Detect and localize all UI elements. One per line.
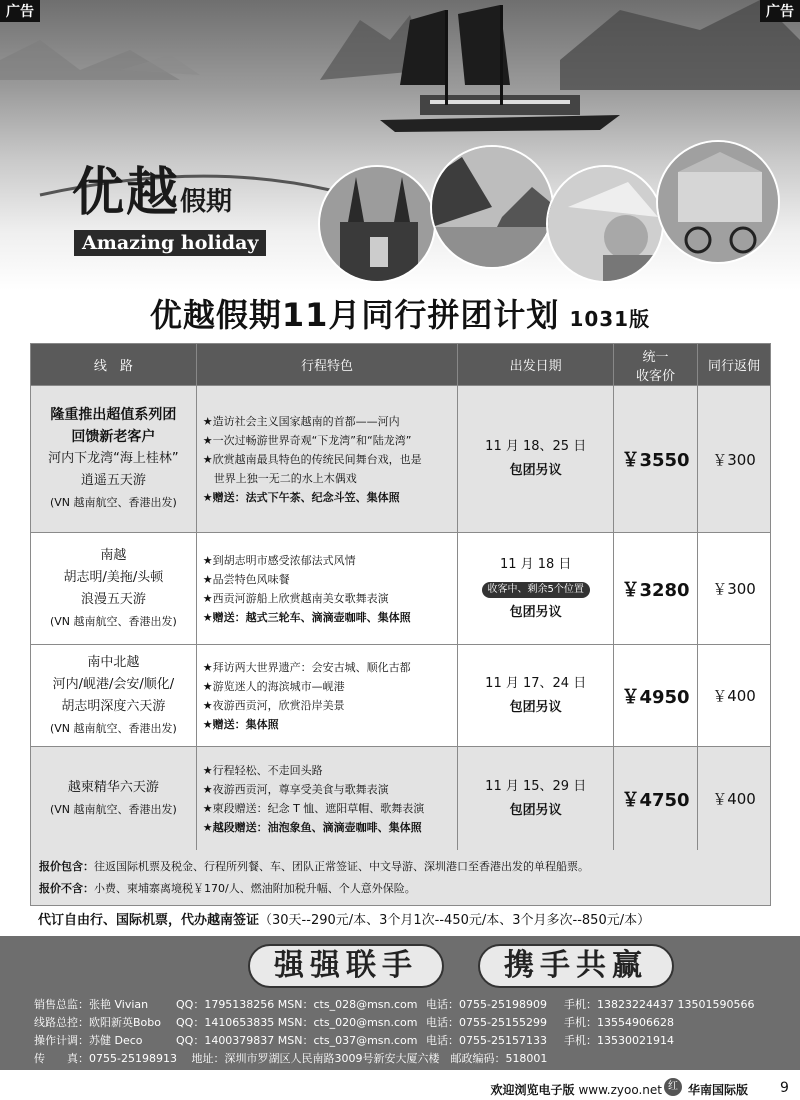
visa-prices: （30天--290元/本、3个月1次--450元/本、3个月多次--850元/本）: [259, 913, 651, 928]
table-row: [31, 645, 771, 747]
slogan-left: 强强联手: [248, 944, 444, 988]
cathedral-photo: [318, 165, 436, 283]
header-price-line1: 统一: [642, 349, 669, 365]
contact-name: 线路总控：欧阳新英Bobo: [34, 1016, 161, 1029]
route-line: 南中北越: [87, 654, 140, 670]
logo-small-text: 假期: [180, 187, 233, 217]
table-row: [31, 533, 771, 645]
departure-dates: 11 月 18、25 日: [485, 439, 587, 454]
route-line: 胡志明/美拖/头顿: [63, 569, 164, 585]
route-airline: (VN 越南航空、香港出发): [49, 496, 177, 509]
ad-label-right: 广告: [760, 0, 800, 22]
departure-dates: 11 月 17、24 日: [485, 675, 587, 691]
group-note: 包团另议: [509, 463, 562, 478]
contact-name: 操作计调：苏健 Deco: [34, 1034, 143, 1047]
feature-item: ★行程轻松、不走回头路: [202, 763, 323, 777]
woman-nonla-photo: [546, 165, 664, 283]
date-cell: [458, 645, 614, 747]
contact-im: QQ：1795138256 MSN：cts_028@msn.com: [176, 998, 418, 1011]
rebate-cell: ￥400: [698, 645, 771, 747]
route-airline: (VN 越南航空、香港出发): [49, 614, 177, 628]
visa-service-line: [38, 909, 650, 928]
feature-item: ★拜访两大世界遗产：会安古城、顺化古都: [202, 660, 411, 674]
route-line: 回馈新老客户: [71, 429, 156, 445]
group-note: 包团另议: [509, 699, 562, 715]
contact-name: 销售总监：张艳 Vivian: [34, 998, 149, 1011]
site-url[interactable]: www.zyoo.net: [578, 1083, 662, 1097]
feature-item: ★夜游西贡河，尊享受美食与歌舞表演: [202, 782, 389, 796]
feature-item: ★一次过畅游世界奇观“下龙湾”和“陆龙湾”: [202, 433, 412, 447]
header-route: 线 路: [31, 344, 197, 386]
feature-item: ★品尝特色风味餐: [202, 572, 290, 586]
date-cell: [458, 386, 614, 533]
feature-gift: ★越段赠送：油泡象鱼、滴滴壶咖啡、集体照: [202, 820, 422, 834]
slogan-banner: [0, 938, 800, 994]
feature-gift: ★赠送：越式三轮车、滴滴壶咖啡、集体照: [202, 610, 411, 624]
date-cell: [458, 747, 614, 851]
route-cell: [31, 533, 197, 645]
route-airline: (VN 越南航空、香港出发): [49, 721, 177, 735]
rebate-cell: ￥400: [698, 747, 771, 851]
header-features: 行程特色: [196, 344, 458, 386]
page-number: 9: [780, 1080, 789, 1096]
table-row: [31, 386, 771, 533]
cyclo-street-photo: [656, 140, 780, 264]
availability-badge: 收客中、剩余5个位置: [482, 582, 590, 598]
price-excludes: [39, 878, 762, 900]
departure-dates: 11 月 18 日: [499, 556, 572, 572]
title-main: 优越假期11月同行拼团计划: [149, 296, 560, 334]
contact-mobile: 手机：13823224437 13501590566: [564, 998, 755, 1011]
brand-logo-english: Amazing holiday: [74, 230, 266, 256]
date-cell: [458, 533, 614, 645]
feature-item: ★柬段赠送：纪念 T 恤、遮阳草帽、歌舞表演: [202, 801, 425, 815]
contact-list: [34, 996, 764, 1068]
edition-name: 华南国际版: [688, 1083, 749, 1097]
halong-bay-photo: [430, 145, 554, 269]
contact-im: QQ：1400379837 MSN：cts_037@msn.com: [176, 1034, 418, 1047]
contact-row: [34, 1014, 764, 1032]
table-header-row: [31, 344, 771, 386]
price-includes: [39, 856, 762, 878]
excludes-label: 报价不含：: [39, 882, 94, 895]
route-cell: [31, 386, 197, 533]
feature-item: ★游览迷人的海滨城市—岘港: [202, 679, 345, 693]
route-line: 南越: [100, 547, 127, 563]
welcome-text: 欢迎浏览电子版: [490, 1083, 575, 1097]
logo-big-text: 优越: [72, 162, 181, 223]
title-version: 1031版: [569, 307, 651, 331]
route-cell: [31, 645, 197, 747]
contact-phone: 电话：0755-25198909: [426, 998, 547, 1011]
slogan-right: 携手共赢: [478, 944, 674, 988]
contact-mobile: 手机：13530021914: [564, 1034, 674, 1047]
brand-logo-chinese: [72, 150, 232, 225]
tour-table: [30, 343, 771, 851]
route-line: 河内下龙湾“海上桂林”: [48, 451, 179, 466]
page-title: [0, 290, 800, 336]
footer-welcome: [490, 1081, 662, 1098]
price-terms: [30, 850, 771, 906]
feature-item: ★欣赏越南最具特色的传统民间舞台戏，也是: [202, 452, 422, 466]
features-cell: [196, 533, 458, 645]
feature-item: ★夜游西贡河，欣赏沿岸美景: [202, 698, 345, 712]
feature-item: ★西贡河游船上欣赏越南美女歌舞表演: [202, 591, 389, 605]
hero-banner: [0, 0, 800, 290]
price-cell: ￥4750: [614, 747, 698, 851]
page-footer: [0, 1074, 800, 1100]
features-cell: [196, 386, 458, 533]
contact-row: [34, 996, 764, 1014]
includes-label: 报价包含：: [39, 860, 94, 873]
rebate-cell: ￥300: [698, 386, 771, 533]
includes-text: 往返国际机票及税金、行程所列餐、车、团队正常签证、中文导游、深圳港口至香港出发的单程船票。: [94, 860, 589, 873]
feature-item: 世界上独一无二的水上木偶戏: [202, 471, 357, 485]
visa-bold: 代订自由行、国际机票，代办越南签证: [38, 913, 260, 928]
header-dates: 出发日期: [458, 344, 614, 386]
route-line: 河内/岘港/会安/顺化/: [52, 676, 175, 692]
fax-address-row: 传 真：0755-25198913 地址：深圳市罗湖区人民南路3009号新安大厦六楼 邮政编码：518001: [34, 1052, 548, 1065]
contact-row: [34, 1032, 764, 1050]
route-line: 逍遥五天游: [80, 473, 146, 488]
route-airline: (VN 越南航空、香港出发): [49, 802, 177, 816]
route-line: 隆重推出超值系列团: [50, 407, 177, 423]
group-note: 包团另议: [509, 802, 562, 818]
feature-item: ★到胡志明市感受浓郁法式风情: [202, 553, 356, 567]
contact-phone: 电话：0755-25157133: [426, 1034, 547, 1047]
ad-label-left: 广告: [0, 0, 40, 22]
route-cell: [31, 747, 197, 851]
feature-gift: ★赠送：集体照: [202, 717, 279, 731]
route-line: 胡志明深度六天游: [61, 698, 166, 714]
rebate-cell: ￥300: [698, 533, 771, 645]
header-price: [614, 344, 698, 386]
features-cell: [196, 645, 458, 747]
header-price-line2: 收客价: [636, 368, 676, 384]
contact-mobile: 手机：13554906628: [564, 1016, 674, 1029]
route-line: 浪漫五天游: [80, 591, 146, 607]
group-note: 包团另议: [509, 604, 562, 620]
table-row: [31, 747, 771, 851]
publisher-logo-icon: 红: [664, 1078, 682, 1096]
route-line: 越柬精华六天游: [67, 779, 159, 795]
excludes-text: 小费、柬埔寨离境税￥170/人、燃油附加税升幅、个人意外保险。: [94, 882, 416, 895]
price-cell: ￥3550: [614, 386, 698, 533]
price-cell: ￥4950: [614, 645, 698, 747]
features-cell: [196, 747, 458, 851]
price-cell: ￥3280: [614, 533, 698, 645]
contact-im: QQ：1410653835 MSN：cts_020@msn.com: [176, 1016, 418, 1029]
contact-phone: 电话：0755-25155299: [426, 1016, 547, 1029]
feature-item: ★造访社会主义国家越南的首都——河内: [202, 414, 400, 428]
feature-gift: ★赠送：法式下午茶、纪念斗笠、集体照: [202, 490, 400, 504]
header-rebate: 同行返佣: [698, 344, 771, 386]
departure-dates: 11 月 15、29 日: [485, 778, 587, 794]
